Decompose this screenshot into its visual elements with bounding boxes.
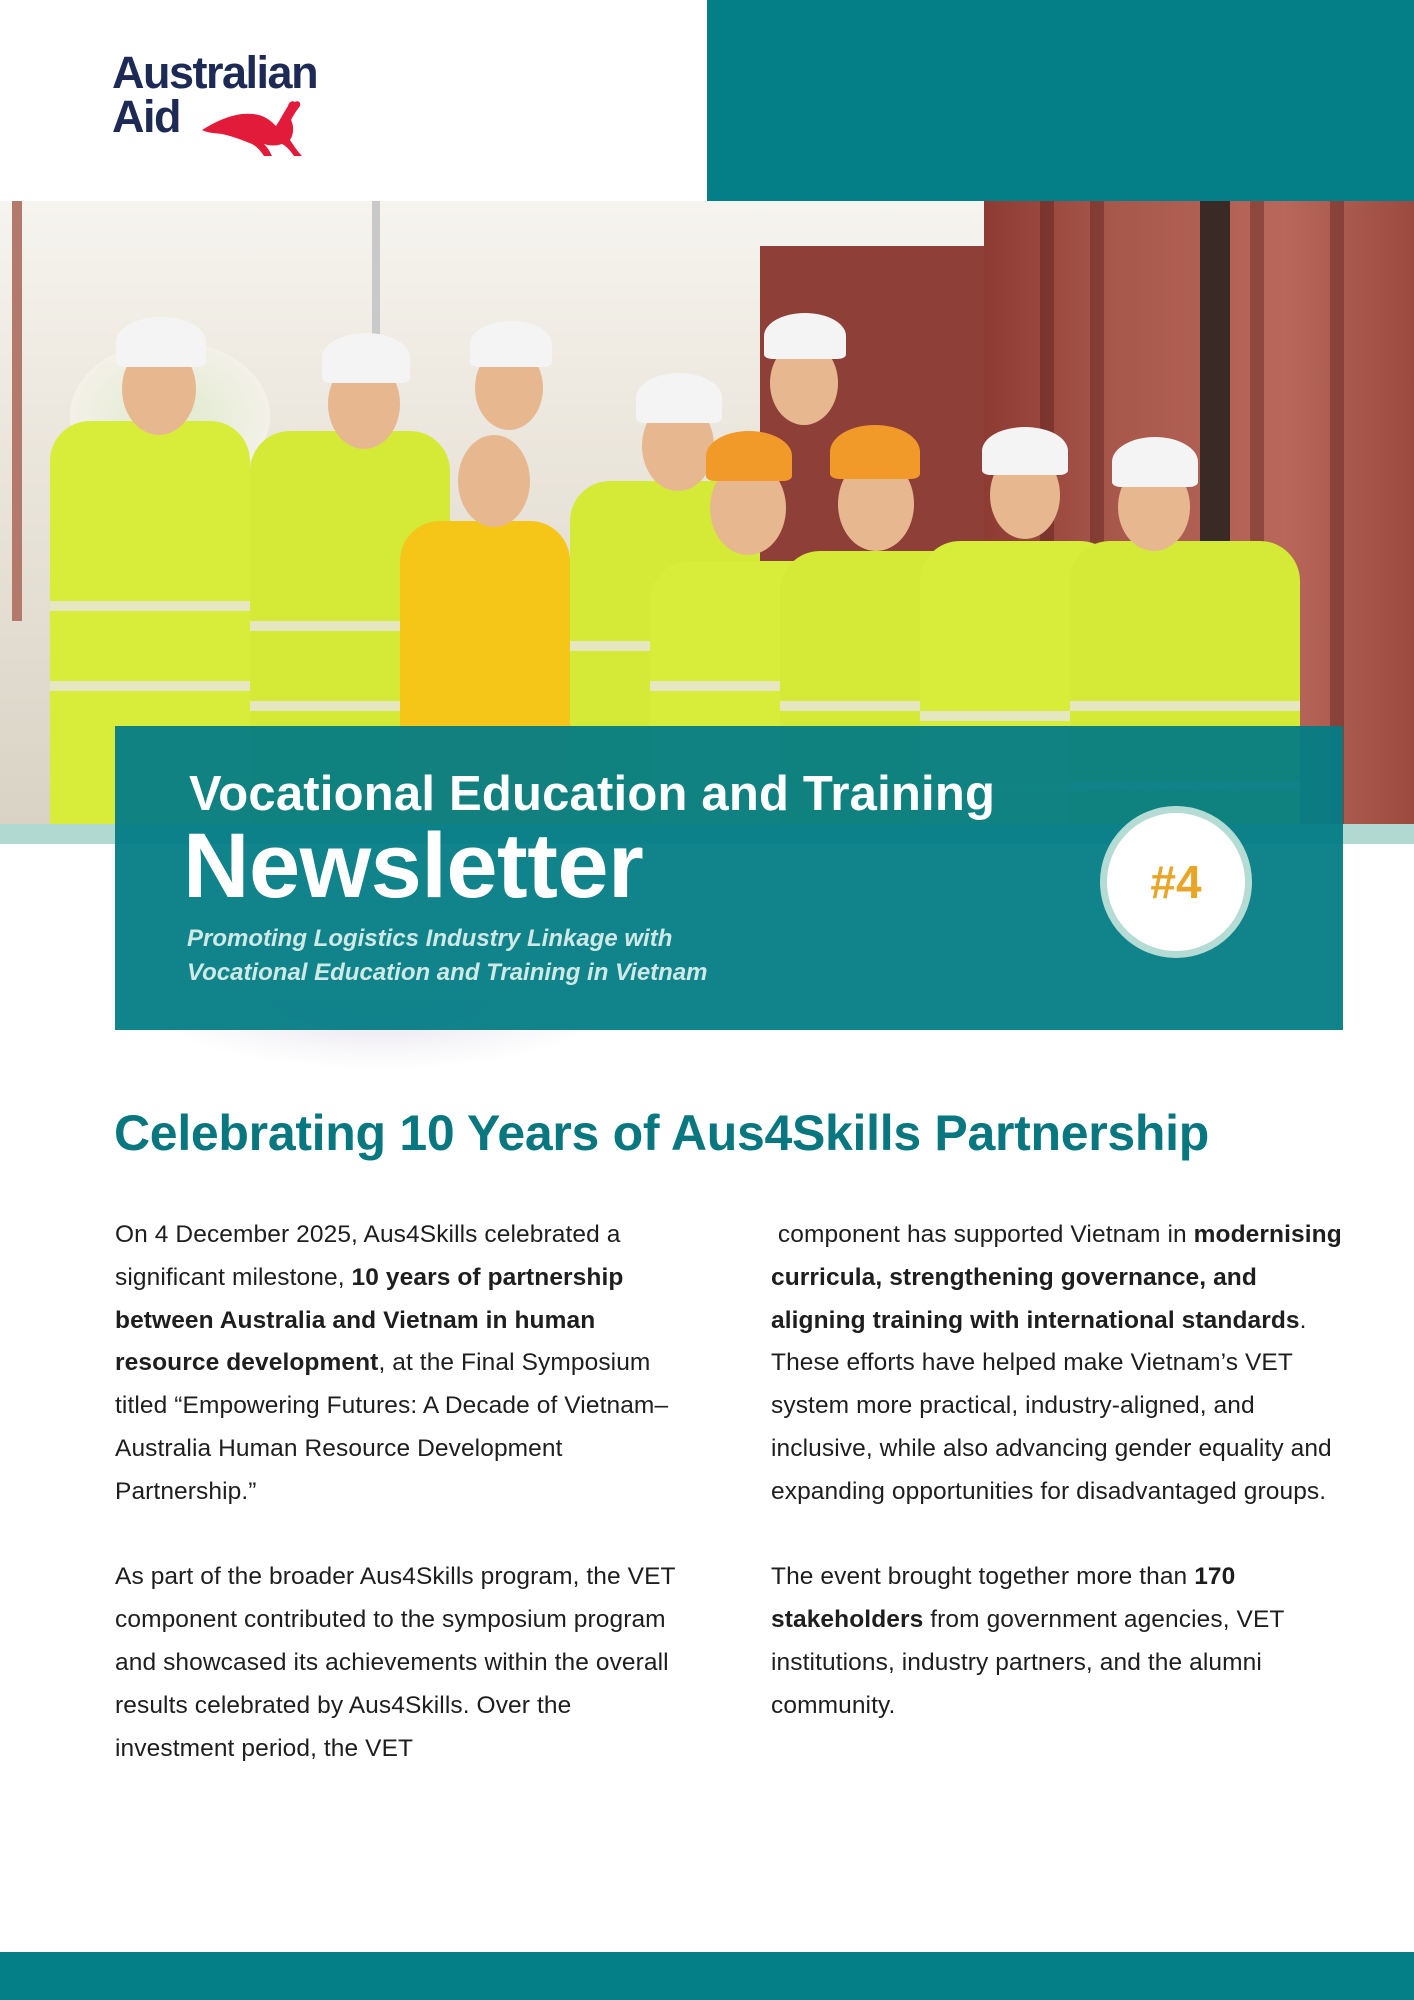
banner-subtitle-line1: Promoting Logistics Industry Linkage with <box>187 925 673 952</box>
issue-number: #4 <box>1150 856 1202 908</box>
p4-text-bold: 170 stakeholders <box>771 1563 1236 1634</box>
australian-aid-logo <box>112 46 372 166</box>
p1-text-c: , at the Final Symposium titled “Empowering Futures: A Decade of Vietnam–Australia Human Resource Development Partnership.” <box>115 1349 669 1505</box>
issue-number-badge <box>1100 806 1252 958</box>
logo-text-aid: Aid <box>112 91 180 142</box>
article-paragraph-3 <box>771 1214 1343 1514</box>
banner-subtitle <box>187 922 827 990</box>
article-paragraph-2: As part of the broader Aus4Skills program, the VET component contributed to the symposium program and showcased its achievements within the overall results celebrated by Aus4Skills. Over the investment period, the VET <box>115 1563 676 1762</box>
p1-text-a: On 4 December 2025, Aus4Skills celebrated a significant milestone, <box>115 1221 621 1291</box>
article-paragraph-4 <box>771 1556 1343 1727</box>
p4-text-c: from government agencies, VET institutions, industry partners, and the alumni community. <box>771 1606 1285 1719</box>
p1-text-bold: 10 years of partnership between Australia and Vietnam in human resource development <box>115 1263 624 1377</box>
article-column-right <box>771 1214 1343 1728</box>
banner-title: Vocational Education and Training <box>189 767 996 821</box>
kangaroo-icon <box>198 90 308 160</box>
p3-text-bold: modernising curricula, strengthening governance, and aligning training with international standards <box>771 1221 1342 1334</box>
footer-teal-band <box>0 1952 1414 2000</box>
banner-subtitle-line2: Vocational Education and Training in Vietnam <box>187 959 708 986</box>
header-teal-block <box>707 0 1414 201</box>
article-paragraph-1 <box>115 1214 695 1514</box>
newsletter-banner <box>115 726 1343 1030</box>
logo-text-australian: Australian <box>112 47 318 98</box>
p3-text-c: . These efforts have helped make Vietnam’s VET system more practical, industry-aligned, and inclusive, while also advancing gender equality and expanding opportunities for disadvantaged groups. <box>771 1306 1332 1505</box>
p3-text-a: component has supported Vietnam in <box>771 1221 1194 1248</box>
p4-text-a: The event brought together more than <box>771 1563 1195 1591</box>
banner-newsletter-heading: Newsletter <box>183 815 644 917</box>
article-headline: Celebrating 10 Years of Aus4Skills Partnership <box>114 1105 1209 1161</box>
article-column-left <box>115 1214 695 1770</box>
